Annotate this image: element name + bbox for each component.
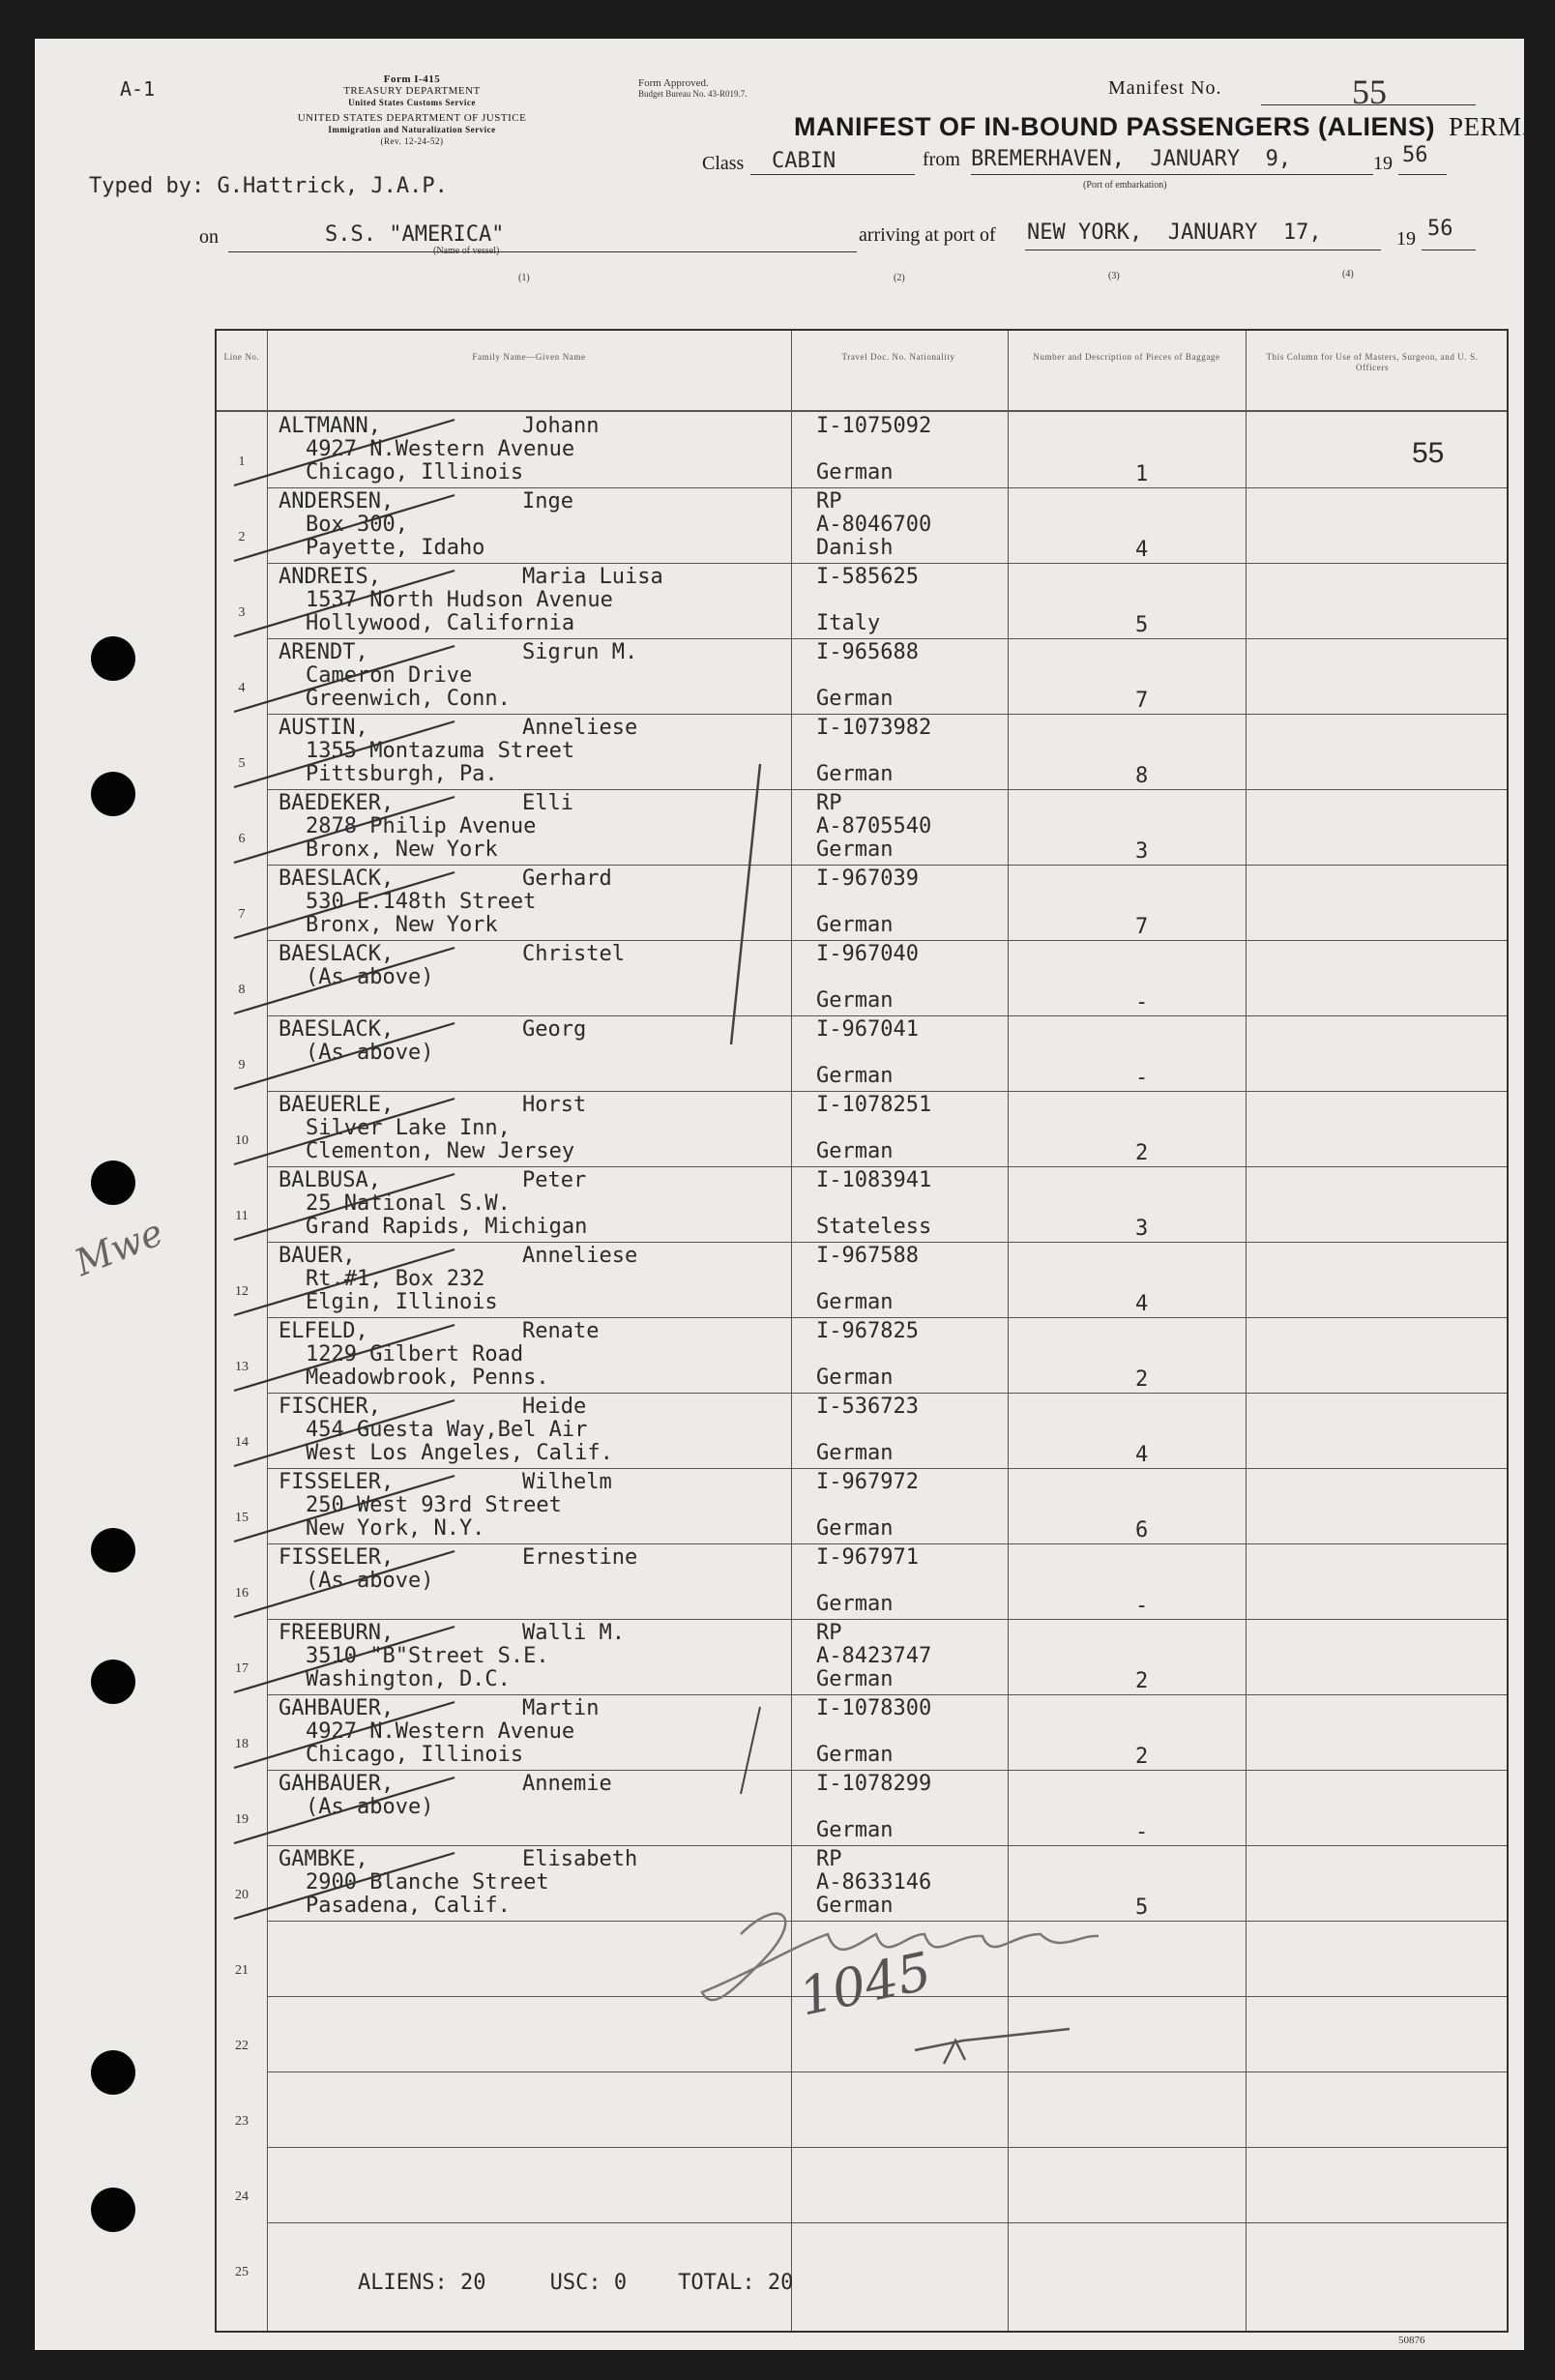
given-name: Horst <box>522 1093 587 1117</box>
table-row <box>217 563 1507 638</box>
line-number: 25 <box>235 2265 249 2279</box>
travel-doc-number: RP <box>816 1621 842 1645</box>
family-name: FREEBURN, <box>279 1621 395 1645</box>
from-value: BREMERHAVEN, JANUARY 9, <box>971 147 1292 171</box>
revision: (Rev. 12-24-52) <box>380 136 444 146</box>
line-number: 19 <box>235 1812 249 1827</box>
table-row <box>217 865 1507 940</box>
address-line-1: Cameron Drive <box>306 663 473 688</box>
table-row <box>217 1015 1507 1091</box>
address-line-2: Grand Rapids, Michigan <box>306 1215 588 1239</box>
form-code: 50876 <box>1398 2335 1425 2346</box>
class-value: CABIN <box>772 149 836 173</box>
address-line-1: 2900 Blanche Street <box>306 1870 549 1895</box>
address-line-1: 530 E.148th Street <box>306 890 537 914</box>
punch-hole <box>91 1161 135 1205</box>
given-name: Maria Luisa <box>522 565 663 589</box>
nationality: German <box>816 1667 894 1691</box>
baggage-count: 7 <box>1135 915 1149 939</box>
table-row <box>217 1468 1507 1543</box>
corner-label: A-1 <box>120 77 156 101</box>
on-label: on <box>199 226 219 248</box>
baggage-count: 5 <box>1135 1895 1149 1920</box>
baggage-count: - <box>1135 1066 1149 1090</box>
baggage-count: - <box>1135 1594 1149 1618</box>
address-line-2: Pasadena, Calif. <box>306 1894 511 1918</box>
class-label: Class <box>702 153 745 174</box>
table-row <box>217 940 1507 1015</box>
line-number: 17 <box>235 1661 249 1676</box>
nationality: German <box>816 1441 894 1465</box>
travel-doc-number: RP <box>816 791 842 815</box>
manifest-title-text: MANIFEST OF IN-BOUND PASSENGERS (ALIENS) <box>794 112 1436 141</box>
line-number: 3 <box>238 605 246 620</box>
family-name: GAHBAUER, <box>279 1772 395 1796</box>
baggage-count: - <box>1135 990 1149 1014</box>
address-line-2: West Los Angeles, Calif. <box>306 1441 613 1465</box>
given-name: Walli M. <box>522 1621 625 1645</box>
family-name: BAUER, <box>279 1244 356 1268</box>
manifest-title <box>794 112 1529 142</box>
vessel-field <box>228 222 857 252</box>
baggage-count: 3 <box>1135 839 1149 864</box>
ins-service: Immigration and Naturalization Service <box>328 125 496 134</box>
baggage-count: 1 <box>1135 462 1149 486</box>
travel-doc-number: I-967041 <box>816 1017 919 1042</box>
table-row <box>217 487 1507 563</box>
line-number: 5 <box>238 756 246 771</box>
family-name: BAESLACK, <box>279 942 395 966</box>
family-name: ANDREIS, <box>279 565 381 589</box>
address-line-2: Washington, D.C. <box>306 1667 511 1691</box>
travel-doc-number: I-536723 <box>816 1395 919 1419</box>
line-number: 15 <box>235 1511 249 1525</box>
travel-doc-number: I-967588 <box>816 1244 919 1268</box>
punch-hole <box>91 1528 135 1572</box>
family-name: ARENDT, <box>279 640 368 664</box>
address-line-1: 1229 Gilbert Road <box>306 1342 524 1366</box>
address-line-2: Pittsburgh, Pa. <box>306 762 498 786</box>
col-header-name: Family Name—Given Name <box>472 352 586 362</box>
manifest-title-suffix: PERM. <box>1449 112 1529 141</box>
address-line-2: Bronx, New York <box>306 837 498 862</box>
address-line-1: 1355 Montazuma Street <box>306 739 575 763</box>
table-row <box>217 1845 1507 1921</box>
nationality: German <box>816 1743 894 1767</box>
travel-doc-number: I-1078299 <box>816 1772 932 1796</box>
address-line-1: 250 West 93rd Street <box>306 1493 562 1517</box>
table-row <box>217 1694 1507 1770</box>
address-line-2: Meadowbrook, Penns. <box>306 1366 549 1390</box>
address-line-1: (As above) <box>306 1041 434 1065</box>
address-line-1: Box 300, <box>306 513 408 537</box>
col-header-line-no: Line No. <box>223 352 260 362</box>
punch-hole <box>91 1660 135 1704</box>
nationality: German <box>816 1818 894 1842</box>
table-row <box>217 1242 1507 1317</box>
address-line-2: Chicago, Illinois <box>306 1743 524 1767</box>
baggage-count: 4 <box>1135 1292 1149 1316</box>
col-number-2: (2) <box>894 273 905 283</box>
nationality: German <box>816 1064 894 1088</box>
address-line-1: 1537 North Hudson Avenue <box>306 588 613 612</box>
family-name: BAEDEKER, <box>279 791 395 815</box>
manifest-number: 55 <box>1352 73 1387 111</box>
baggage-count: 2 <box>1135 1367 1149 1392</box>
punch-hole <box>91 2188 135 2232</box>
col-header-baggage: Number and Description of Pieces of Baggage <box>1033 352 1220 362</box>
agency-block <box>190 73 634 147</box>
address-line-1: 25 National S.W. <box>306 1191 511 1216</box>
travel-doc-number: I-1075092 <box>816 414 932 438</box>
line-number: 10 <box>235 1133 249 1148</box>
handwritten-count: 1045 <box>793 1940 937 2028</box>
address-line-1: 3510 "B"Street S.E. <box>306 1644 549 1668</box>
baggage-count: 5 <box>1135 613 1149 637</box>
arriving-label: arriving at port of <box>859 224 996 246</box>
address-line-1: 4927 N.Western Avenue <box>306 437 575 461</box>
family-name: FISCHER, <box>279 1395 381 1419</box>
given-name: Wilhelm <box>522 1470 612 1494</box>
family-name: AUSTIN, <box>279 716 368 740</box>
totals-line: ALIENS: 20 USC: 0 TOTAL: 20 <box>358 2271 794 2295</box>
baggage-count: 7 <box>1135 689 1149 713</box>
col-header-officers: This Column for Use of Masters, Surgeon, and U. S. Officers <box>1266 352 1479 372</box>
family-name: FISSELER, <box>279 1545 395 1570</box>
address-line-1: 4927 N.Western Avenue <box>306 1719 575 1744</box>
line-number: 13 <box>235 1360 249 1374</box>
nationality: German <box>816 1366 894 1390</box>
family-name: BAEUERLE, <box>279 1093 395 1117</box>
address-line-2: Clementon, New Jersey <box>306 1139 575 1163</box>
family-name: BAESLACK, <box>279 1017 395 1042</box>
given-name: Johann <box>522 414 600 438</box>
family-name: FISSELER, <box>279 1470 395 1494</box>
given-name: Elli <box>522 791 573 815</box>
table-row <box>217 1317 1507 1393</box>
travel-doc-number: I-965688 <box>816 640 919 664</box>
travel-doc-number: I-1078300 <box>816 1696 932 1720</box>
travel-doc-number-2: A-8705540 <box>816 814 932 838</box>
typed-by: Typed by: G.Hattrick, J.A.P. <box>89 174 448 198</box>
address-line-2: Chicago, Illinois <box>306 460 524 485</box>
from-field <box>971 147 1373 175</box>
treasury-dept: TREASURY DEPARTMENT <box>343 85 481 97</box>
form-approved: Form Approved. <box>638 77 709 89</box>
nationality: Stateless <box>816 1215 932 1239</box>
travel-doc-number: I-585625 <box>816 565 919 589</box>
family-name: BAESLACK, <box>279 867 395 891</box>
port-caption: (Port of embarkation) <box>1083 180 1167 191</box>
table-row <box>217 1393 1507 1468</box>
nationality: German <box>816 1894 894 1918</box>
punch-hole <box>91 636 135 681</box>
line-number: 18 <box>235 1737 249 1751</box>
table-row <box>217 1091 1507 1166</box>
handwritten-initials: Mwe <box>69 1211 169 1284</box>
given-name: Peter <box>522 1168 587 1192</box>
from-year-prefix: 19 <box>1373 153 1393 174</box>
line-number: 7 <box>238 907 246 922</box>
line-number: 11 <box>235 1209 249 1223</box>
punch-hole <box>91 2050 135 2095</box>
address-line-1: Rt.#1, Box 232 <box>306 1267 485 1291</box>
address-line-2: New York, N.Y. <box>306 1516 485 1541</box>
vessel-name: S.S. "AMERICA" <box>325 222 505 247</box>
nationality: German <box>816 1290 894 1314</box>
baggage-count: 3 <box>1135 1217 1149 1241</box>
arrival-year-prefix: 19 <box>1396 228 1416 250</box>
from-label: from <box>923 149 960 170</box>
line-number: 14 <box>235 1435 249 1450</box>
col-header-travel-doc: Travel Doc. No. Nationality <box>841 352 955 362</box>
line-number: 9 <box>238 1058 246 1072</box>
class-field <box>750 147 915 175</box>
family-name: ANDERSEN, <box>279 489 395 514</box>
given-name: Ernestine <box>522 1545 638 1570</box>
line-number: 2 <box>238 530 246 544</box>
approval-block <box>638 77 748 99</box>
baggage-count: - <box>1135 1820 1149 1844</box>
given-name: Renate <box>522 1319 600 1343</box>
manifest-number-line <box>1261 73 1476 111</box>
travel-doc-number-2: A-8423747 <box>816 1644 932 1668</box>
table-row <box>217 1166 1507 1242</box>
travel-doc-number: I-967972 <box>816 1470 919 1494</box>
travel-doc-number: I-967825 <box>816 1319 919 1343</box>
baggage-count: 6 <box>1135 1518 1149 1543</box>
address-line-2: Elgin, Illinois <box>306 1290 498 1314</box>
arrival-year: 56 <box>1427 217 1453 241</box>
travel-doc-number: I-1078251 <box>816 1093 932 1117</box>
arrival-value: NEW YORK, JANUARY 17, <box>1027 220 1322 245</box>
travel-doc-number: I-1083941 <box>816 1168 932 1192</box>
family-name: ALTMANN, <box>279 414 381 438</box>
address-line-1: (As above) <box>306 965 434 989</box>
given-name: Elisabeth <box>522 1847 638 1871</box>
manifest-number-label: Manifest No. <box>1108 77 1222 99</box>
from-year: 56 <box>1402 143 1428 167</box>
baggage-count: 2 <box>1135 1745 1149 1769</box>
line-number: 1 <box>238 455 246 469</box>
nationality: German <box>816 460 894 485</box>
manifest-sheet <box>35 39 1529 2350</box>
table-row <box>217 638 1507 714</box>
given-name: Anneliese <box>522 716 638 740</box>
nationality: German <box>816 687 894 711</box>
address-line-1: Silver Lake Inn, <box>306 1116 511 1140</box>
table-row <box>217 1619 1507 1694</box>
table-row <box>217 714 1507 789</box>
given-name: Annemie <box>522 1772 612 1796</box>
given-name: Martin <box>522 1696 600 1720</box>
nationality: German <box>816 762 894 786</box>
officer-note: 55 <box>1412 437 1445 469</box>
table-row <box>217 1543 1507 1619</box>
passenger-table <box>215 329 1509 2333</box>
travel-doc-number: I-967039 <box>816 867 919 891</box>
given-name: Sigrun M. <box>522 640 638 664</box>
travel-doc-number: RP <box>816 1847 842 1871</box>
nationality: German <box>816 1592 894 1616</box>
baggage-count: 8 <box>1135 764 1149 788</box>
table-row <box>217 412 1507 487</box>
col-number-3: (3) <box>1108 271 1120 281</box>
table-row <box>217 2071 1507 2147</box>
address-line-2: Payette, Idaho <box>306 536 485 560</box>
line-number: 6 <box>238 832 246 846</box>
nationality: German <box>816 913 894 937</box>
travel-doc-number: I-1073982 <box>816 716 932 740</box>
line-number: 4 <box>238 681 246 695</box>
given-name: Georg <box>522 1017 587 1042</box>
arrival-year-field <box>1422 217 1476 250</box>
address-line-1: 2878 Philip Avenue <box>306 814 537 838</box>
from-year-field <box>1398 143 1447 175</box>
line-number: 23 <box>235 2114 249 2129</box>
given-name: Inge <box>522 489 573 514</box>
nationality: Danish <box>816 536 894 560</box>
address-line-2: Hollywood, California <box>306 611 575 635</box>
line-number: 16 <box>235 1586 249 1601</box>
line-number: 21 <box>235 1963 249 1978</box>
line-number: 12 <box>235 1284 249 1299</box>
address-line-1: 454 Guesta Way,Bel Air <box>306 1418 588 1442</box>
family-name: GAHBAUER, <box>279 1696 395 1720</box>
line-number: 20 <box>235 1888 249 1902</box>
nationality: German <box>816 837 894 862</box>
travel-doc-number-2: A-8633146 <box>816 1870 932 1895</box>
form-number: Form I-415 <box>383 73 441 85</box>
justice-dept: UNITED STATES DEPARTMENT OF JUSTICE <box>297 112 527 124</box>
budget-bureau: Budget Bureau No. 43-R019.7. <box>638 89 748 99</box>
baggage-count: 2 <box>1135 1669 1149 1693</box>
baggage-count: 4 <box>1135 538 1149 562</box>
travel-doc-number: RP <box>816 489 842 514</box>
address-line-1: (As above) <box>306 1795 434 1819</box>
nationality: German <box>816 1139 894 1163</box>
nationality: German <box>816 1516 894 1541</box>
nationality: German <box>816 988 894 1013</box>
given-name: Gerhard <box>522 867 612 891</box>
table-row <box>217 789 1507 865</box>
baggage-count: 2 <box>1135 1141 1149 1165</box>
given-name: Heide <box>522 1395 587 1419</box>
table-row <box>217 1770 1507 1845</box>
col-number-4: (4) <box>1342 269 1354 279</box>
address-line-1: (As above) <box>306 1569 434 1593</box>
arrival-field <box>1025 220 1381 250</box>
travel-doc-number: I-967971 <box>816 1545 919 1570</box>
family-name: GAMBKE, <box>279 1847 368 1871</box>
given-name: Christel <box>522 942 625 966</box>
given-name: Anneliese <box>522 1244 638 1268</box>
baggage-count: 4 <box>1135 1443 1149 1467</box>
line-number: 22 <box>235 2039 249 2053</box>
table-row <box>217 2147 1507 2222</box>
address-line-2: Greenwich, Conn. <box>306 687 511 711</box>
vessel-caption: (Name of vessel) <box>433 246 500 256</box>
address-line-2: Bronx, New York <box>306 913 498 937</box>
family-name: BALBUSA, <box>279 1168 381 1192</box>
line-number: 8 <box>238 983 246 997</box>
punch-hole <box>91 772 135 816</box>
travel-doc-number-2: A-8046700 <box>816 513 932 537</box>
nationality: Italy <box>816 611 881 635</box>
travel-doc-number: I-967040 <box>816 942 919 966</box>
col-number-1: (1) <box>518 273 530 283</box>
line-number: 24 <box>235 2189 249 2204</box>
customs-service: United States Customs Service <box>348 98 476 107</box>
family-name: ELFELD, <box>279 1319 368 1343</box>
